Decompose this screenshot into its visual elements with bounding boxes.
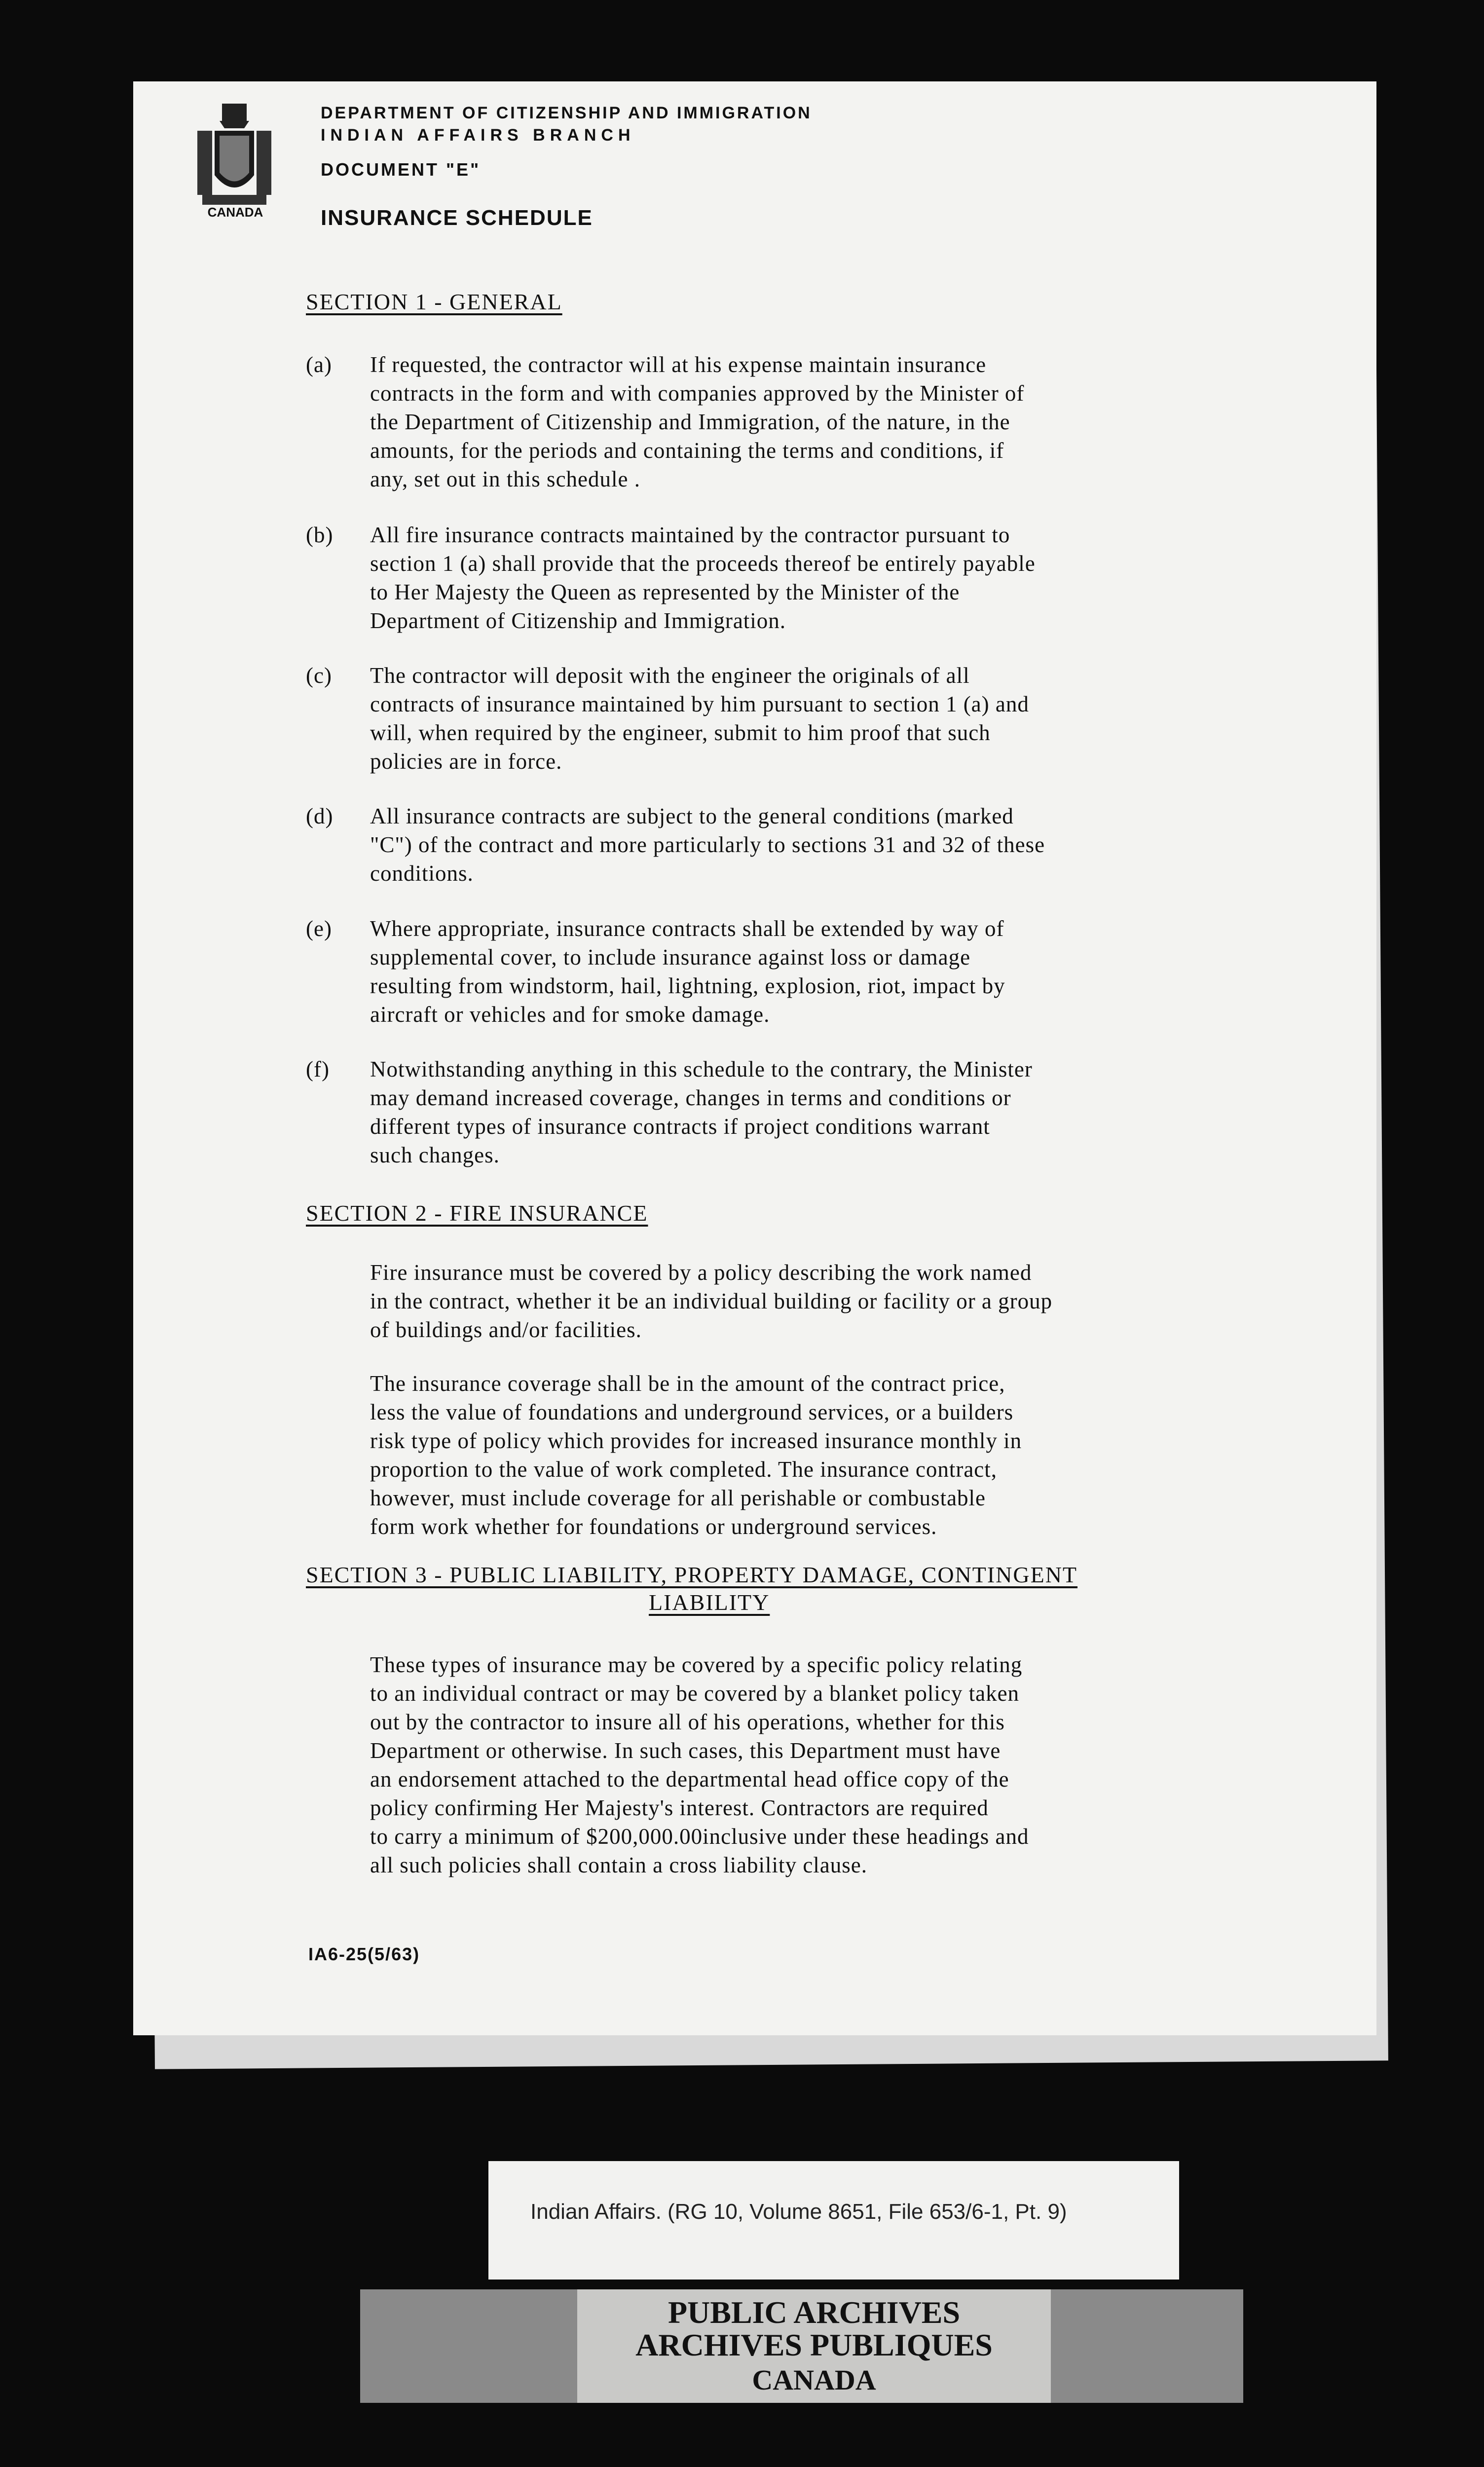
section-3-heading-cont: LIABILITY xyxy=(649,1590,770,1615)
stamp-line-1: PUBLIC ARCHIVES xyxy=(668,2295,961,2330)
text-line: to Her Majesty the Queen as represented by the Minister of the xyxy=(370,580,960,604)
section-3-heading: SECTION 3 - PUBLIC LIABILITY, PROPERTY DAMAGE, CONTINGENT xyxy=(306,1562,1078,1587)
text-line: will, when required by the engineer, submit to him proof that such xyxy=(370,720,991,745)
section-2-heading: SECTION 2 - FIRE INSURANCE xyxy=(306,1200,648,1226)
paragraph xyxy=(370,1650,1332,1879)
item-label: (b) xyxy=(306,523,334,547)
text-line: different types of insurance contracts if project conditions warrant xyxy=(370,1114,990,1139)
paragraph xyxy=(370,1258,1332,1344)
text-line: conditions. xyxy=(370,861,474,886)
stamp-line-2: ARCHIVES PUBLIQUES xyxy=(635,2327,993,2362)
text-line: all such policies shall contain a cross liability clause. xyxy=(370,1853,867,1877)
paragraph xyxy=(370,1369,1332,1541)
text-line: amounts, for the periods and containing the terms and conditions, if xyxy=(370,438,1004,463)
department-heading: DEPARTMENT OF CITIZENSHIP AND IMMIGRATION xyxy=(321,104,812,122)
text-line: supplemental cover, to include insurance against loss or damage xyxy=(370,945,971,970)
text-line: Department of Citizenship and Immigration. xyxy=(370,608,786,633)
text-line: the Department of Citizenship and Immigration, of the nature, in the xyxy=(370,410,1010,434)
text-line: form work whether for foundations or underground services. xyxy=(370,1514,937,1539)
text-line: policies are in force. xyxy=(370,749,562,774)
crest-label: CANADA xyxy=(207,205,263,220)
text-line: any, set out in this schedule . xyxy=(370,467,640,491)
text-line: The contractor will deposit with the engineer the originals of all xyxy=(370,663,970,688)
text-line: Notwithstanding anything in this schedule to the contrary, the Minister xyxy=(370,1057,1033,1082)
item-label: (d) xyxy=(306,804,334,828)
text-line: may demand increased coverage, changes in terms and conditions or xyxy=(370,1085,1011,1110)
text-line: to carry a minimum of $200,000.00inclusive under these headings and xyxy=(370,1824,1029,1849)
archives-stamp xyxy=(360,2289,1243,2403)
branch-heading: INDIAN AFFAIRS BRANCH xyxy=(321,126,635,145)
text-line: The insurance coverage shall be in the amount of the contract price, xyxy=(370,1371,1005,1396)
text-line: policy confirming Her Majesty's interest. Contractors are required xyxy=(370,1795,989,1820)
text-line: All insurance contracts are subject to the general conditions (marked xyxy=(370,804,1014,828)
item-label: (c) xyxy=(306,663,332,688)
text-line: out by the contractor to insure all of his operations, whether for this xyxy=(370,1710,1005,1734)
text-line: such changes. xyxy=(370,1143,500,1167)
item-label: (f) xyxy=(306,1057,330,1082)
text-line: proportion to the value of work completed. The insurance contract, xyxy=(370,1457,998,1482)
text-line: of buildings and/or facilities. xyxy=(370,1317,642,1342)
document-title: INSURANCE SCHEDULE xyxy=(321,206,593,230)
text-line: contracts of insurance maintained by him pursuant to section 1 (a) and xyxy=(370,692,1029,716)
text-line: in the contract, whether it be an individual building or facility or a group xyxy=(370,1289,1053,1313)
text-line: aircraft or vehicles and for smoke damage. xyxy=(370,1002,770,1027)
text-line: If requested, the contractor will at his expense maintain insurance xyxy=(370,352,987,377)
text-line: All fire insurance contracts maintained by the contractor pursuant to xyxy=(370,523,1010,547)
text-line: These types of insurance may be covered by a specific policy relating xyxy=(370,1652,1023,1677)
coat-of-arms-icon xyxy=(192,101,276,264)
text-line: risk type of policy which provides for increased insurance monthly in xyxy=(370,1428,1022,1453)
document-label: DOCUMENT "E" xyxy=(321,159,481,180)
form-number: IA6-25(5/63) xyxy=(308,1944,420,1964)
text-line: section 1 (a) shall provide that the proceeds thereof be entirely payable xyxy=(370,551,1036,576)
text-line: however, must include coverage for all perishable or combustable xyxy=(370,1486,986,1510)
stamp-line-3: CANADA xyxy=(752,2364,876,2396)
archive-caption-strip xyxy=(488,2161,1179,2280)
archive-caption: Indian Affairs. (RG 10, Volume 8651, File 653/6-1, Pt. 9) xyxy=(530,2200,1067,2224)
text-line: contracts in the form and with companies approved by the Minister of xyxy=(370,381,1025,406)
text-line: Department or otherwise. In such cases, this Department must have xyxy=(370,1738,1001,1763)
text-line: to an individual contract or may be covered by a blanket policy taken xyxy=(370,1681,1020,1706)
item-label: (a) xyxy=(306,352,332,377)
document-page xyxy=(133,81,1376,2035)
item-label: (e) xyxy=(306,916,332,941)
text-line: an endorsement attached to the departmental head office copy of the xyxy=(370,1767,1009,1792)
text-line: "C") of the contract and more particularly to sections 31 and 32 of these xyxy=(370,832,1045,857)
text-line: resulting from windstorm, hail, lightning, explosion, riot, impact by xyxy=(370,973,1005,998)
text-line: Where appropriate, insurance contracts shall be extended by way of xyxy=(370,916,1004,941)
text-line: less the value of foundations and underground services, or a builders xyxy=(370,1400,1014,1424)
section-1-heading: SECTION 1 - GENERAL xyxy=(306,289,562,314)
text-line: Fire insurance must be covered by a policy describing the work named xyxy=(370,1260,1032,1285)
